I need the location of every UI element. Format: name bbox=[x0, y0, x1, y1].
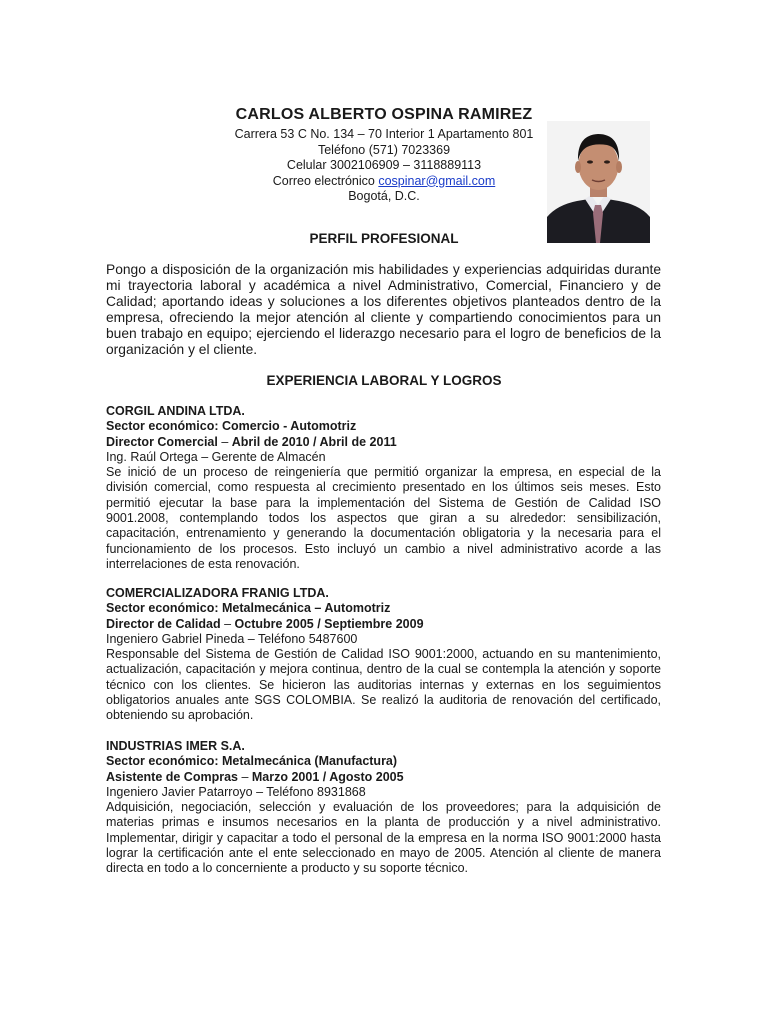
job-reference: Ing. Raúl Ortega – Gerente de Almacén bbox=[106, 449, 326, 464]
job-description: Se inició de un proceso de reingeniería que permitió organizar la empresa, en especial de la división comercial, como respuesta al crecimiento presentado en los últimos seis meses. Esto permitió ejecutar la base para la implementación del Sistema de Gestión de Calidad ISO 9001.2008, contemplando todos los aspectos que giran a su alrededor: sensibilización, capacitación, entrenamiento y generando la documentación obligatoria y la necesaria para el funcionamiento de los procesos. Esto incluyó un cambio a nivel administrativo acorde a las interrelaciones de esta renovación. bbox=[106, 465, 661, 571]
job-description: Adquisición, negociación, selección y evaluación de los proveedores; para la adquisición de materias primas e insumos necesarios en la planta de producción y a nivel administrativo. Implementar, dirigir y capacitar a todo el personal de la empresa en la norma ISO 9001:2000 hasta lograr la certificación ante el ente seleccionado en mayo de 2005. Atención al cliente de manera directa en todo a lo concerniente a producto y su soporte técnico. bbox=[106, 800, 661, 876]
city: Bogotá, D.C. bbox=[348, 189, 420, 203]
job-description: Responsable del Sistema de Gestión de Calidad ISO 9001:2000, actuando en su mantenimiento, actualización, capacitación y mejora continua, dentro de la cual se contempla la atención y soporte técnico con los clientes. Se hicieron las auditorias internas y externas en los seguimientos obligatorios anuales ante SGS COLOMBIA. Se realizó la auditoria de renovación del certificado, obteniendo su aprobación. bbox=[106, 647, 661, 723]
job-role: Director Comercial bbox=[106, 434, 218, 449]
job-entry bbox=[106, 739, 661, 877]
job-entry bbox=[106, 404, 661, 572]
phone: Teléfono (571) 7023369 bbox=[317, 142, 451, 157]
job-company: COMERCIALIZADORA FRANIG LTDA. bbox=[106, 586, 329, 600]
mobile: Celular 3002106909 – 3118889113 bbox=[286, 158, 482, 172]
profile-text: Pongo a disposición de la organización mis habilidades y experiencias adquiridas durante mi trayectoria laboral y académica a nivel Administrativo, Comercial, Financiero y de Calidad; aportando ideas y soluciones a los diferentes objetivos planteados dentro de la empresa, ofreciendo la mejor atención al cliente y compartiendo conocimientos para un buen trabajo en equipo; ejerciendo el liderazgo necesario para el logro de beneficios de la organización y el cliente. bbox=[106, 262, 661, 357]
job-role-line: Director de Calidad – Octubre 2005 / Septiembre 2009 bbox=[106, 616, 424, 631]
job-role: Director de Calidad bbox=[106, 616, 221, 631]
job-sector: Sector económico: Metalmecánica – Automotriz bbox=[106, 601, 391, 616]
job-period: Marzo 2001 / Agosto 2005 bbox=[251, 769, 404, 784]
job-role-line: Asistente de Compras – Marzo 2001 / Agosto 2005 bbox=[106, 769, 404, 784]
email-link[interactable]: cospinar@gmail.com bbox=[378, 173, 496, 188]
job-period: Abril de 2010 / Abril de 2011 bbox=[231, 434, 397, 449]
job-reference: Ingeniero Gabriel Pineda – Teléfono 5487600 bbox=[106, 631, 358, 646]
job-role-line: Director Comercial – Abril de 2010 / Abril de 2011 bbox=[106, 434, 397, 449]
job-company: INDUSTRIAS IMER S.A. bbox=[106, 739, 245, 753]
email-label: Correo electrónico bbox=[272, 173, 379, 188]
job-period: Octubre 2005 / Septiembre 2009 bbox=[234, 616, 424, 631]
job-sector: Sector económico: Metalmecánica (Manufactura) bbox=[106, 754, 398, 769]
job-reference: Ingeniero Javier Patarroyo – Teléfono 8931868 bbox=[106, 784, 366, 799]
job-company: CORGIL ANDINA LTDA. bbox=[106, 404, 245, 418]
job-entry bbox=[106, 586, 661, 724]
profile-photo bbox=[547, 121, 650, 243]
experience-section-title: EXPERIENCIA LABORAL Y LOGROS bbox=[266, 373, 502, 388]
profile-section-title: PERFIL PROFESIONAL bbox=[309, 231, 459, 246]
portrait-image bbox=[547, 121, 650, 243]
candidate-name: CARLOS ALBERTO OSPINA RAMIREZ bbox=[235, 106, 533, 123]
job-sector: Sector económico: Comercio - Automotriz bbox=[106, 419, 357, 434]
job-role: Asistente de Compras bbox=[106, 769, 238, 784]
address: Carrera 53 C No. 134 – 70 Interior 1 Apartamento 801 bbox=[234, 127, 534, 141]
